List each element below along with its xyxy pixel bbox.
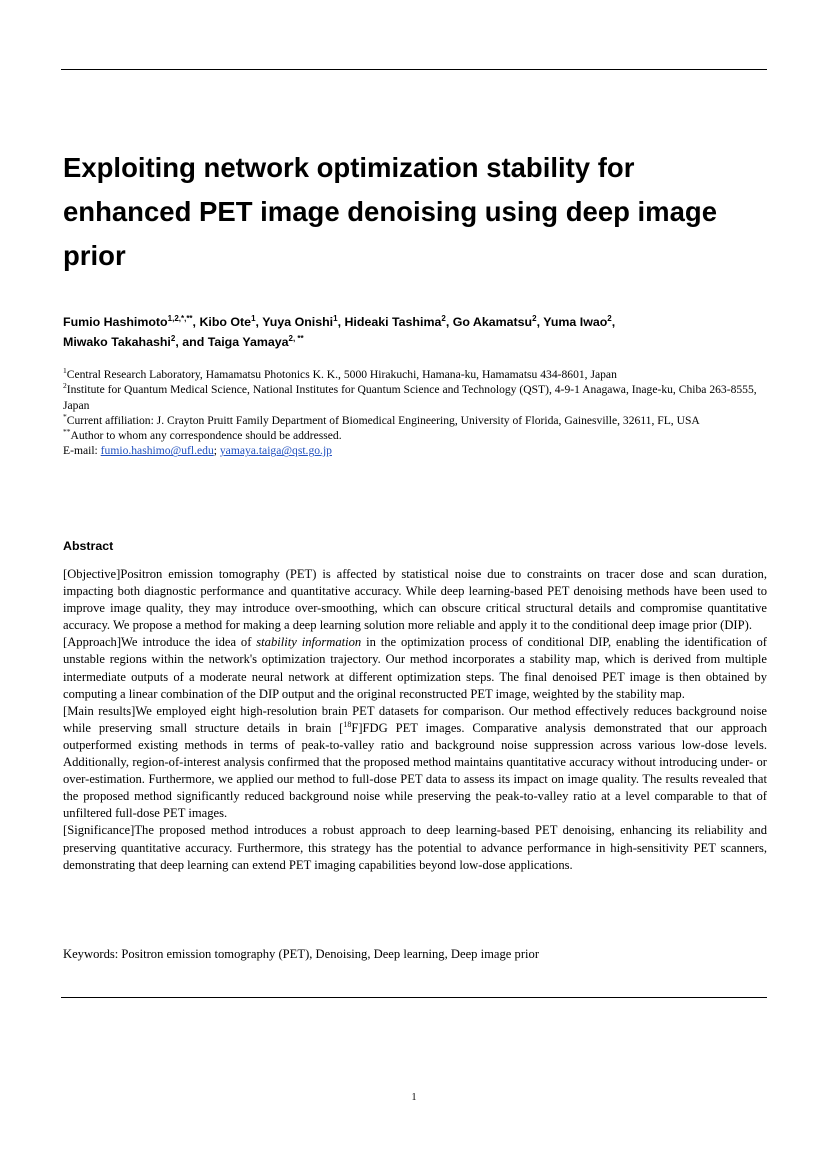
abstract-approach: [Approach]We introduce the idea of stability information in the optimization process of conditional DIP, enabling the identification of unstable regions within the network's optimization trajectory. Our method incorporates a stability map, which is derived from multiple intermediate outputs of a moderate neural network at different optimization steps. The final denoised PET image is then obtained by computing a linear combination of the DIP output and the original reconstructed PET image, weighted by the stability map. <box>63 635 767 701</box>
affiliation-item: **Author to whom any correspondence should be addressed. <box>63 427 342 443</box>
author: Hideaki Tashima$^2$, <box>344 313 453 329</box>
author: Fumio Hashimoto$^{1,2,*,**}$, <box>63 313 200 329</box>
affiliation-item: $^1$Central Research Laboratory, Hamamatsu Photonics K. K., 5000 Hirakuchi, Hamana-ku, Hamamatsu 434-8601, Japan <box>63 366 617 381</box>
email-link-2[interactable]: yamaya.taiga@qst.go.jp <box>219 444 332 458</box>
affiliation-item: $^2$Institute for Quantum Medical Science, National Institutes for Quantum Science and Technology (QST), 4-9-1 Anagawa, Inage-ku, Chiba 263-8555, Japan <box>63 381 757 412</box>
page-number: 1 <box>411 1092 417 1103</box>
affiliations <box>63 367 768 459</box>
author: Miwako Takahashi$^2$, and <box>63 333 208 349</box>
email-line: E-mail: fumio.hashimo@ufl.edu; yamaya.taiga@qst.go.jp <box>63 444 332 458</box>
bottom-rule <box>61 997 767 998</box>
author: Yuma Iwao$^2$, <box>543 313 616 329</box>
abstract-significance: [Significance]The proposed method introduces a robust approach to deep learning-based PET denoising, enhancing its reliability and preserving quantitative accuracy. Furthermore, this strategy has the potential to advance performance in high-sensitivity PET scanners, demonstrating that deep learning can extend PET imaging capabilities beyond low-dose applications. <box>63 823 767 872</box>
author: Yuya Onishi$^1$, <box>262 313 345 329</box>
email-link-1[interactable]: fumio.hashimo@ufl.edu <box>100 444 214 458</box>
abstract-results: [Main results]We employed eight high-resolution brain PET datasets for comparison. Our method effectively reduces background noise while preserving small structure details in brain [$^{18}$F]FDG PET images. Comparative analysis demonstrated that our approach outperformed existing methods in terms of peak-to-valley ratio and background noise suppression across various low-dose levels. Additionally, region-of-interest analysis confirmed that the proposed method maintains quantitative accuracy without introducing under- or over-estimation. Furthermore, we applied our method to full-dose PET data to assess its impact on image quality. The results revealed that the proposed method significantly reduced background noise while preserving the peak-to-valley ratio at a level comparable to that of unfiltered full-dose PET images. <box>63 703 767 821</box>
affiliation-item: *Current affiliation: J. Crayton Pruitt Family Department of Biomedical Engineering, University of Florida, Gainesville, 32611, FL, USA <box>63 412 700 427</box>
abstract-objective: [Objective]Positron emission tomography (PET) is affected by statistical noise due to constraints on tracer dose and scan duration, impacting both diagnostic performance and quantitative accuracy. While deep learning-based PET denoising methods have been used to improve image quality, they may introduce over-smoothing, which can obscure critical structural details and compromise quantitative accuracy. We propose a method for making a deep learning solution more reliable and apply it to the conditional deep image prior (DIP). <box>63 567 767 633</box>
keywords: Keywords: Positron emission tomography (PET), Denoising, Deep learning, Deep image prior <box>63 947 540 961</box>
abstract-heading: Abstract <box>63 539 114 553</box>
top-rule <box>61 69 767 70</box>
author-list <box>63 312 763 352</box>
abstract-body <box>63 566 767 874</box>
author: Taiga Yamaya$^{2, **}$ <box>207 333 304 349</box>
author: Go Akamatsu$^2$, <box>452 313 544 329</box>
author: Kibo Ote$^1$, <box>199 313 263 329</box>
paper-title: Exploiting network optimization stability for enhanced PET image denoising using deep image prior <box>63 152 718 271</box>
